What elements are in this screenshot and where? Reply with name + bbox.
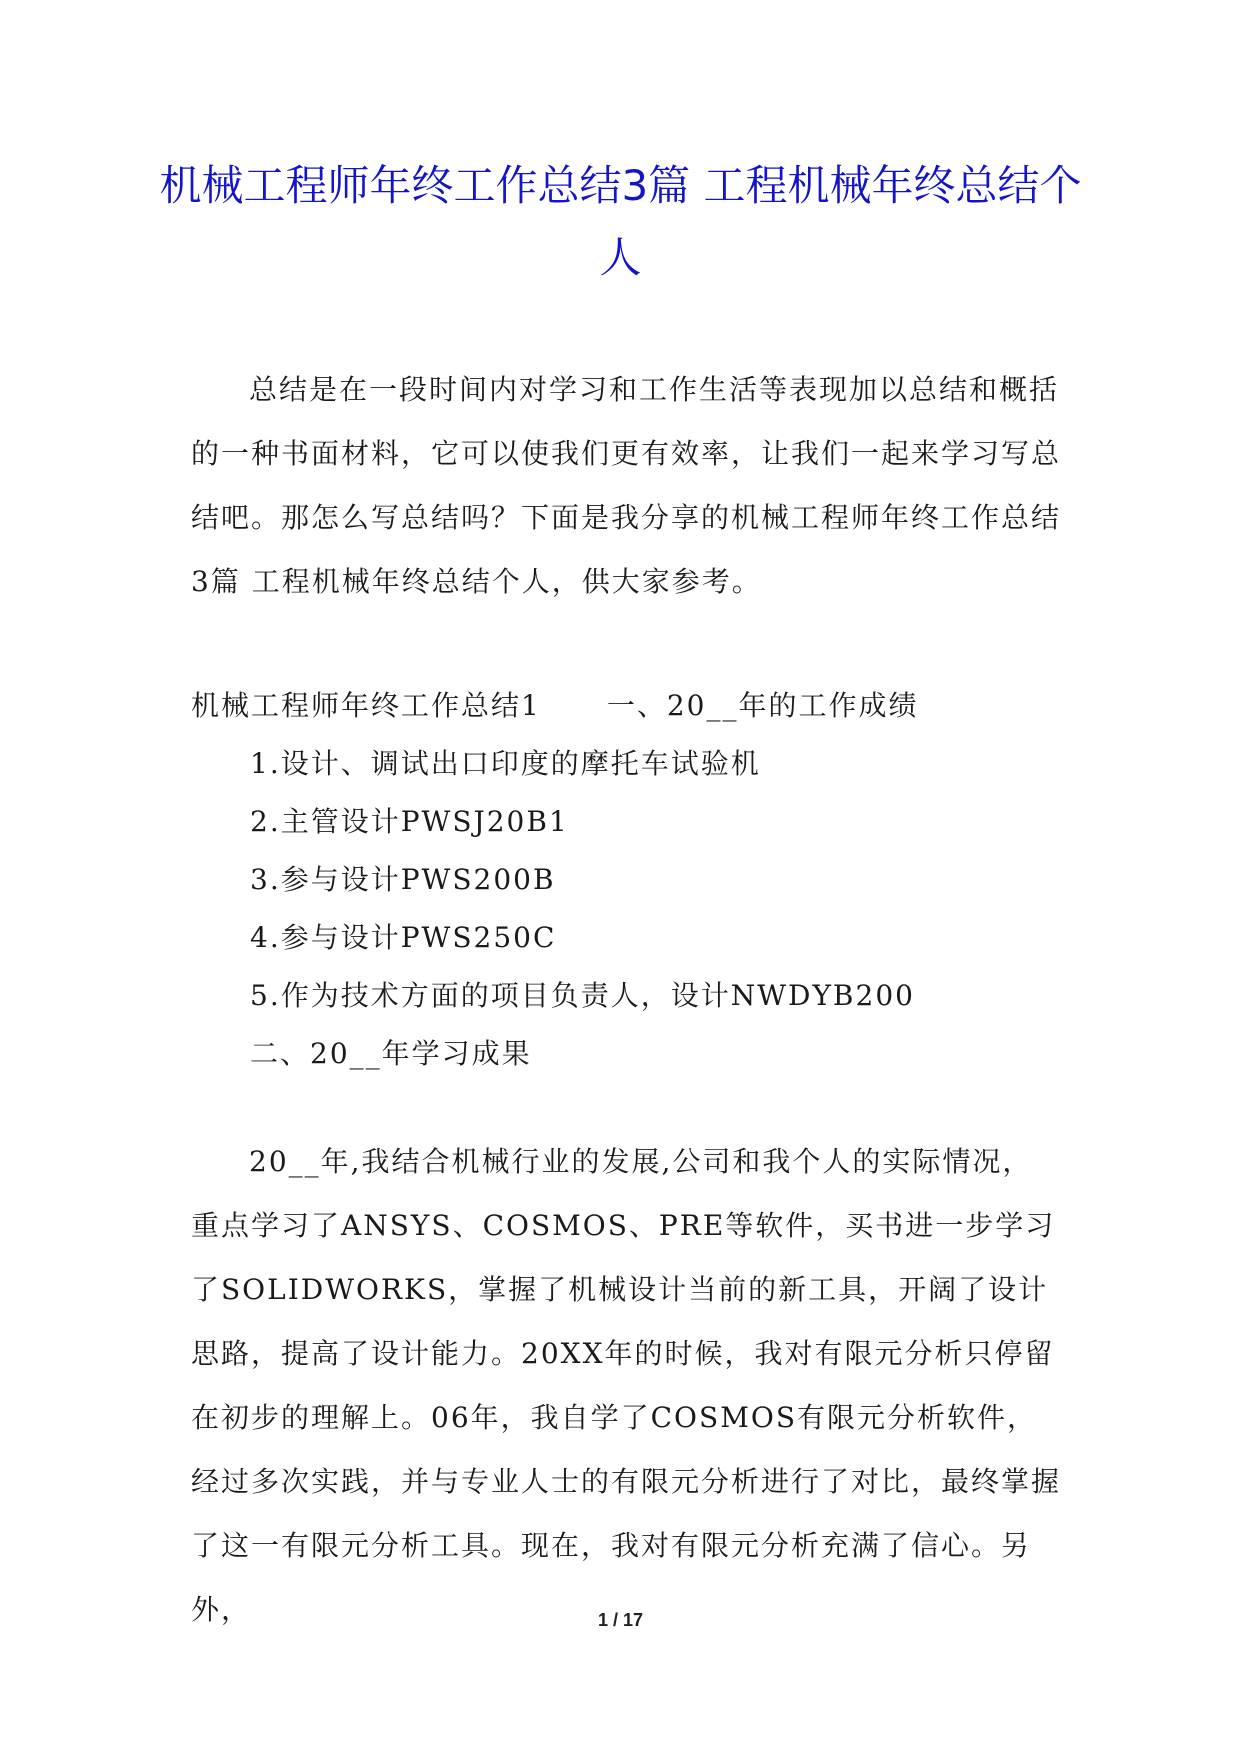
- list-item: 2.主管设计PWSJ20B1: [250, 805, 569, 838]
- subsection-heading: 二、20__年学习成果: [250, 1037, 532, 1070]
- list-item: 4.参与设计PWS250C: [250, 921, 557, 954]
- list-item: 3.参与设计PWS200B: [250, 863, 556, 896]
- document-title: 机械工程师年终工作总结3篇 工程机械年终总结个人: [159, 161, 1082, 282]
- body-paragraph: 20__年,我结合机械行业的发展,公司和我个人的实际情况，重点学习了ANSYS、COSMOS、PRE等软件，买书进一步学习了SOLIDWORKS，掌握了机械设计当前的新工具，开阔了设计思路，提高了设计能力。20XX年的时候，我对有限元分析只停留在初步的理解上。06年，我自学了COSMOS有限元分析软件，经过多次实践，并与专业人士的有限元分析进行了对比，最终掌握了这一有限元分析工具。现在，我对有限元分析充满了信心。另外，: [191, 1145, 1062, 1626]
- page-indicator: 1 / 17: [597, 1610, 644, 1630]
- section-title: 机械工程师年终工作总结1: [191, 689, 541, 722]
- intro-paragraph: 总结是在一段时间内对学习和工作生活等表现加以总结和概括的一种书面材料，它可以使我们更有效率，让我们一起来学习写总结吧。那怎么写总结吗？下面是我分享的机械工程师年终工作总结3篇 工程机械年终总结个人，供大家参考。: [191, 373, 1062, 598]
- list-item: 1.设计、调试出口印度的摩托车试验机: [250, 747, 761, 780]
- section-subtitle: 一、20__年的工作成绩: [606, 689, 919, 722]
- section-heading: [191, 684, 918, 724]
- list-item: 5.作为技术方面的项目负责人，设计NWDYB200: [250, 979, 915, 1012]
